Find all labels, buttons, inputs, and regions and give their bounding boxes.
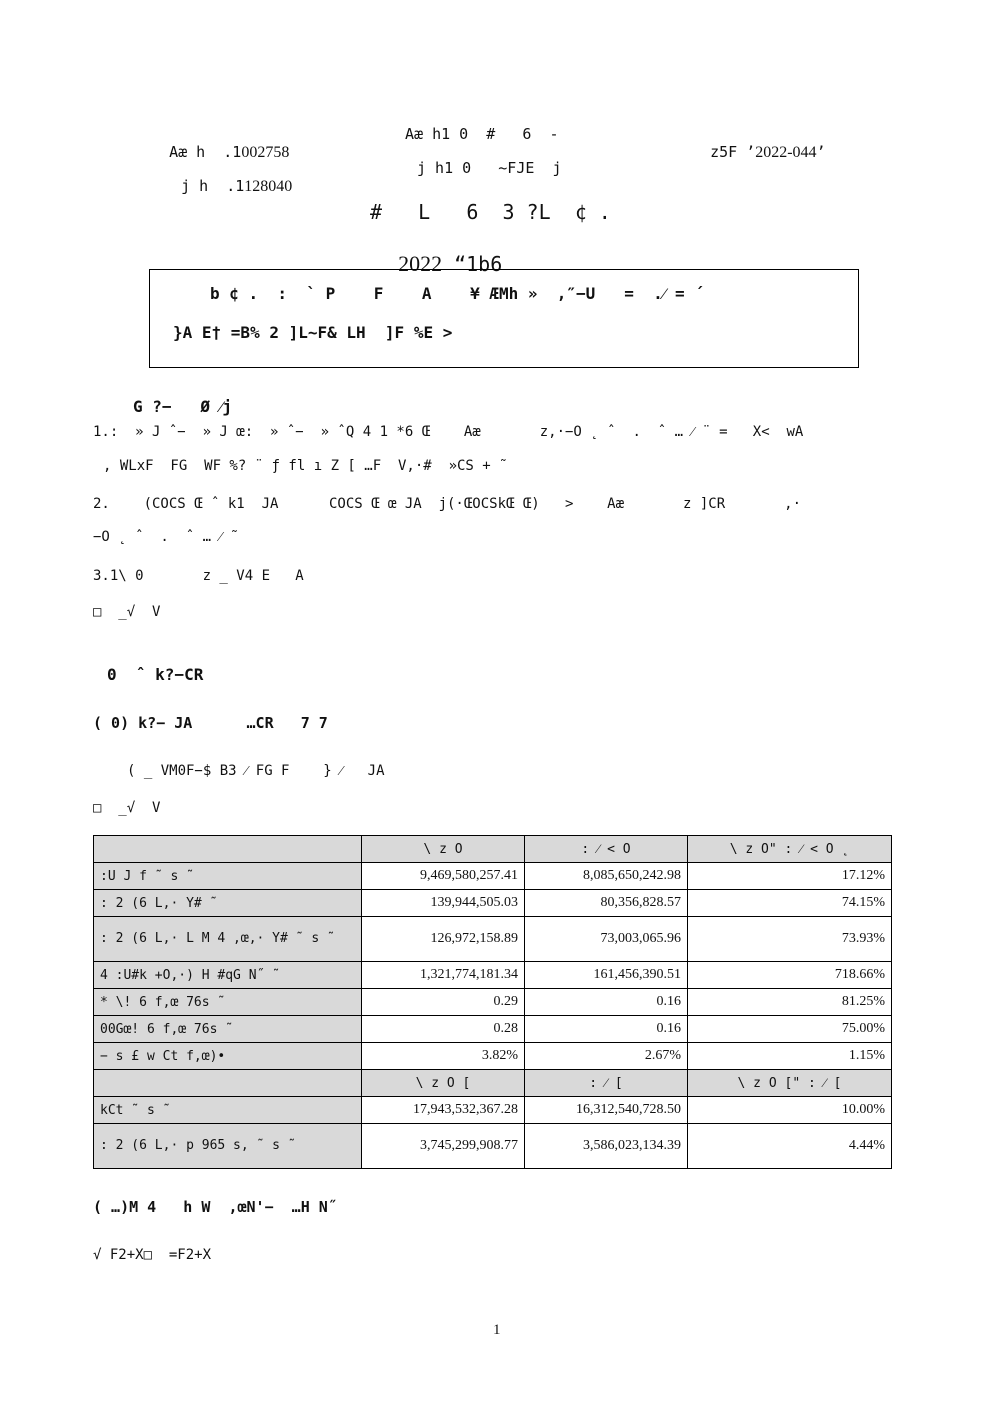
row-value: 0.28 — [362, 1016, 525, 1043]
row-value: 73,003,065.96 — [525, 917, 688, 962]
stock-abbr-a: Aæ h1 0 # 6 - — [405, 125, 559, 143]
section-3-heading: ( …)M 4 h W ,œN'− …H N˝ — [93, 1198, 337, 1216]
stock-code-b-label: j h .1 — [181, 177, 245, 195]
row-value: 10.00% — [688, 1097, 892, 1124]
report-year: 2022 — [398, 251, 443, 276]
subsection-1-heading: ( 0) k?− JA …CR 7 7 — [93, 714, 328, 732]
item-1-line-2: , WLxF FG WF %? ¨ ƒ fl ı Z [ …F V,·# »CS + ˜ — [103, 458, 508, 474]
table-row — [94, 1043, 892, 1070]
row-label: 4 :U#k +O,·) H #qG N˝ ˜ — [94, 962, 362, 989]
row-value: 1,321,774,181.34 — [362, 962, 525, 989]
table-row — [94, 1097, 892, 1124]
stock-code-a-value: 002758 — [241, 144, 290, 161]
item-2-line-1: 2. (COCS Œ ˆ k1 JA COCS Œ œ JA j(·ŒOCSkŒ Œ) > Aæ z ]CR ,· — [93, 496, 802, 512]
row-label: * \! 6 f,œ 76s ˜ — [94, 989, 362, 1016]
table-row — [94, 962, 892, 989]
row-value: 16,312,540,728.50 — [525, 1097, 688, 1124]
document-title: # L 6 3 ?L ¢ . — [370, 200, 611, 224]
table-header-row — [94, 836, 892, 863]
row-value: 1.15% — [688, 1043, 892, 1070]
report-period: “1b6 — [442, 252, 503, 276]
subsection-1-note: ( _ VM0F−$ B3 ⁄ FG F } ⁄ JA — [127, 763, 385, 779]
stock-code-b-value: 128040 — [244, 178, 293, 195]
checkbox-line-1: □ _√ V — [93, 604, 161, 620]
row-value: 0.16 — [525, 989, 688, 1016]
stock-abbr-b: j h1 0 ~FJE j — [417, 159, 562, 177]
table-header-blank — [94, 1070, 362, 1097]
stock-code-a — [151, 125, 289, 162]
table-header-cell: \ z O" : ⁄ < O ˛ — [688, 836, 892, 863]
row-value: 8,085,650,242.98 — [525, 863, 688, 890]
item-2-line-2: −O ˛ ˆ . ˆ … ⁄ ˜ — [93, 529, 239, 545]
row-value: 73.93% — [688, 917, 892, 962]
table-row — [94, 863, 892, 890]
row-label: kCt ˜ s ˜ — [94, 1097, 362, 1124]
table-header-row-2 — [94, 1070, 892, 1097]
financial-data-table — [93, 835, 892, 1169]
table-header-cell: : ⁄ [ — [525, 1070, 688, 1097]
row-value: 718.66% — [688, 962, 892, 989]
table-row — [94, 1016, 892, 1043]
table-row — [94, 989, 892, 1016]
row-label: : 2 (6 L,· L M 4 ,œ,· Y# ˜ s ˜ — [94, 917, 362, 962]
notice-number-tail: ’ — [816, 143, 826, 161]
row-value: 75.00% — [688, 1016, 892, 1043]
row-value: 80,356,828.57 — [525, 890, 688, 917]
row-value: 0.29 — [362, 989, 525, 1016]
table-header-cell: : ⁄ < O — [525, 836, 688, 863]
row-value: 139,944,505.03 — [362, 890, 525, 917]
table-row — [94, 1124, 892, 1169]
table-header-blank — [94, 836, 362, 863]
item-1-line-1: 1.: » J ˆ− » J œ: » ˆ− » ˆQ 4 1 *6 Œ Aæ z,·−O ˛ ˆ . ˆ … ⁄ ¨ = X< wA — [93, 424, 804, 440]
row-value: 0.16 — [525, 1016, 688, 1043]
stock-code-a-label: Aæ h .1 — [169, 143, 242, 161]
row-value: 126,972,158.89 — [362, 917, 525, 962]
row-value: 2.67% — [525, 1043, 688, 1070]
notice-line-2: }A E† =B% 2 ]L~F& LH ]F %E > — [173, 323, 453, 342]
row-value: 17,943,532,367.28 — [362, 1097, 525, 1124]
row-value: 3.82% — [362, 1043, 525, 1070]
row-label: 00Gœ! 6 f,œ 76s ˜ — [94, 1016, 362, 1043]
notice-number-value: 2022-044 — [755, 144, 817, 161]
row-label: − s £ w Ct f,œ)• — [94, 1043, 362, 1070]
checkbox-line-2: □ _√ V — [93, 800, 161, 816]
row-value: 161,456,390.51 — [525, 962, 688, 989]
row-value: 3,745,299,908.77 — [362, 1124, 525, 1169]
table-row — [94, 917, 892, 962]
notice-number — [692, 125, 826, 162]
row-label: :U J f ˜ s ˜ — [94, 863, 362, 890]
table-header-cell: \ z O — [362, 836, 525, 863]
row-label: : 2 (6 L,· p 965 s, ˜ s ˜ — [94, 1124, 362, 1169]
notice-line-1: b ¢ . : ` P F A ¥ ÆMh » ,″−U = .⁄ = ´ — [210, 284, 704, 303]
section-3-choice: √ F2+X□ =F2+X — [93, 1247, 212, 1263]
row-value: 74.15% — [688, 890, 892, 917]
section-1-heading: G ?− Ø ⁄j — [133, 397, 232, 416]
row-value: 4.44% — [688, 1124, 892, 1169]
section-2-heading: 0 ˆ k?−CR — [107, 665, 204, 684]
table-row — [94, 890, 892, 917]
table-header-cell: \ z O [" : ⁄ [ — [688, 1070, 892, 1097]
row-value: 81.25% — [688, 989, 892, 1016]
table-header-cell: \ z O [ — [362, 1070, 525, 1097]
item-3: 3.1\ 0 z _ V4 E A — [93, 568, 304, 584]
row-value: 17.12% — [688, 863, 892, 890]
stock-code-b — [163, 159, 292, 196]
row-value: 9,469,580,257.41 — [362, 863, 525, 890]
page-number: 1 — [493, 1322, 501, 1338]
row-value: 3,586,023,134.39 — [525, 1124, 688, 1169]
notice-number-label: z5F ’ — [710, 143, 756, 161]
row-label: : 2 (6 L,· Y# ˜ — [94, 890, 362, 917]
